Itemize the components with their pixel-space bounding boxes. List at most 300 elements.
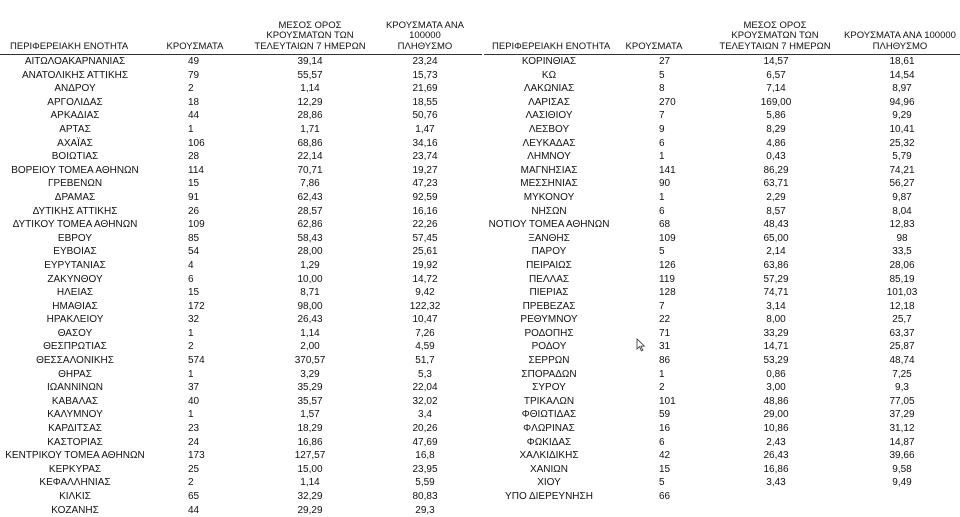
cell-region: ΝΟΤΙΟΥ ΤΟΜΕΑ ΑΘΗΝΩΝ bbox=[488, 219, 610, 231]
cell-per100k: 94,96 bbox=[889, 96, 915, 108]
table-row bbox=[0, 395, 482, 409]
cell-avg7: 70,71 bbox=[297, 164, 323, 176]
cell-region: ΑΝΑΤΟΛΙΚΗΣ ΑΤΤΙΚΗΣ bbox=[21, 69, 129, 81]
table-row bbox=[484, 354, 960, 368]
cell-cases: 109 bbox=[188, 219, 205, 231]
cell-avg7: 8,00 bbox=[766, 314, 786, 326]
cell-per100k: 9,42 bbox=[415, 287, 435, 299]
cell-cases: 22 bbox=[659, 314, 671, 326]
table-row bbox=[484, 218, 960, 232]
cell-region: ΘΗΡΑΣ bbox=[58, 368, 92, 380]
table-row bbox=[484, 449, 960, 463]
table-row bbox=[484, 463, 960, 477]
cell-avg7: 0,43 bbox=[766, 151, 786, 163]
table-row bbox=[0, 164, 482, 178]
cell-avg7: 22,14 bbox=[297, 151, 323, 163]
cell-cases: 26 bbox=[188, 205, 200, 217]
table-row bbox=[0, 177, 482, 191]
header-region: ΠΕΡΙΦΕΡΕΙΑΚΗ ΕΝΟΤΗΤΑ bbox=[492, 40, 611, 52]
header-avg7: ΜΕΣΟΣ ΟΡΟΣ ΚΡΟΥΣΜΑΤΩΝ ΤΩΝ ΤΕΛΕΥΤΑΙΩΝ 7 ΗΜΕΡΩΝ bbox=[719, 19, 831, 52]
cell-cases: 126 bbox=[659, 259, 676, 271]
cell-per100k: 7,26 bbox=[415, 327, 435, 339]
cell-avg7: 169,00 bbox=[760, 96, 792, 108]
cell-cases: 2 bbox=[188, 477, 194, 489]
cell-cases: 85 bbox=[188, 232, 200, 244]
cell-per100k: 18,55 bbox=[412, 96, 438, 108]
table-row bbox=[0, 273, 482, 287]
table-row bbox=[484, 300, 960, 314]
cell-cases: 101 bbox=[659, 395, 676, 407]
cell-region: ΘΕΣΠΡΩΤΙΑΣ bbox=[43, 341, 107, 353]
cell-region: ΛΑΡΙΣΑΣ bbox=[528, 96, 570, 108]
cell-avg7: 28,57 bbox=[297, 205, 323, 217]
table-row bbox=[484, 150, 960, 164]
cell-cases: 9 bbox=[659, 123, 665, 135]
cell-cases: 7 bbox=[659, 300, 665, 312]
table-row bbox=[0, 245, 482, 259]
cell-region: ΘΕΣΣΑΛΟΝΙΚΗΣ bbox=[36, 355, 114, 367]
cell-region: ΑΙΤΩΛΟΑΚΑΡΝΑΝΙΑΣ bbox=[24, 56, 126, 67]
cell-region: ΑΡΤΑΣ bbox=[59, 123, 91, 135]
cell-avg7: 63,71 bbox=[763, 178, 789, 190]
cell-avg7: 39,14 bbox=[297, 56, 323, 67]
cell-region: ΓΡΕΒΕΝΩΝ bbox=[47, 178, 103, 190]
table-row bbox=[484, 164, 960, 178]
cell-cases: 270 bbox=[659, 96, 676, 108]
cell-per100k: 16,8 bbox=[415, 450, 435, 462]
cell-region: ΠΡΕΒΕΖΑΣ bbox=[522, 300, 576, 312]
cell-per100k: 34,16 bbox=[412, 137, 438, 149]
cell-cases: 66 bbox=[659, 491, 671, 502]
cell-avg7: 29,00 bbox=[763, 409, 789, 421]
cell-region: ΦΩΚΙΔΑΣ bbox=[526, 436, 572, 448]
cell-region: ΡΟΔΟΥ bbox=[531, 341, 567, 353]
cell-per100k: 21,69 bbox=[412, 83, 438, 95]
cell-region: ΥΠΟ ΔΙΕΡΕΥΝΗΣΗ bbox=[505, 491, 593, 502]
cell-per100k: 19,92 bbox=[412, 259, 438, 271]
cell-region: ΑΡΓΟΛΙΔΑΣ bbox=[47, 96, 103, 108]
cell-avg7: 127,57 bbox=[294, 450, 326, 462]
cell-per100k: 39,66 bbox=[889, 450, 915, 462]
left-cases-table bbox=[0, 8, 482, 517]
cell-avg7: 48,86 bbox=[763, 395, 789, 407]
table-row bbox=[484, 313, 960, 327]
cell-region: ΛΗΜΝΟΥ bbox=[527, 151, 571, 163]
cell-avg7: 16,86 bbox=[763, 463, 789, 475]
cell-per100k: 7,25 bbox=[892, 368, 912, 380]
cell-region: ΠΕΙΡΑΙΩΣ bbox=[526, 259, 572, 271]
cell-avg7: 10,00 bbox=[297, 273, 323, 285]
cell-avg7: 8,57 bbox=[766, 205, 786, 217]
cell-avg7: 26,43 bbox=[763, 450, 789, 462]
cell-avg7: 74,71 bbox=[763, 287, 789, 299]
table-header bbox=[484, 8, 960, 55]
cell-per100k: 10,41 bbox=[889, 123, 915, 135]
cell-cases: 109 bbox=[659, 232, 676, 244]
header-region: ΠΕΡΙΦΕΡΕΙΑΚΗ ΕΝΟΤΗΤΑ bbox=[10, 40, 129, 52]
cell-per100k: 23,24 bbox=[412, 56, 438, 67]
cell-cases: 106 bbox=[188, 137, 205, 149]
table-row bbox=[484, 490, 960, 504]
cell-cases: 5 bbox=[659, 69, 665, 81]
header-cases: ΚΡΟΥΣΜΑΤΑ bbox=[625, 40, 683, 52]
cell-avg7: 26,43 bbox=[297, 314, 323, 326]
cell-region: ΚΩ bbox=[541, 69, 557, 81]
cell-region: ΠΙΕΡΙΑΣ bbox=[529, 287, 569, 299]
table-row bbox=[0, 354, 482, 368]
cell-avg7: 8,29 bbox=[766, 123, 786, 135]
cell-per100k: 33,5 bbox=[892, 246, 912, 258]
cell-per100k: 22,04 bbox=[412, 382, 438, 394]
cell-region: ΧΑΝΙΩΝ bbox=[529, 463, 569, 475]
cell-cases: 25 bbox=[188, 463, 200, 475]
cell-per100k: 57,45 bbox=[412, 232, 438, 244]
cell-avg7: 1,71 bbox=[300, 123, 320, 135]
cell-per100k: 19,27 bbox=[412, 164, 438, 176]
cell-cases: 18 bbox=[188, 96, 200, 108]
cell-cases: 574 bbox=[188, 355, 205, 367]
table-row bbox=[0, 259, 482, 273]
cell-region: ΚΕΡΚΥΡΑΣ bbox=[48, 463, 102, 475]
cell-cases: 68 bbox=[659, 219, 671, 231]
table-row bbox=[0, 69, 482, 83]
cell-region: ΚΟΖΑΝΗΣ bbox=[51, 504, 99, 516]
cell-region: ΦΛΩΡΙΝΑΣ bbox=[523, 423, 575, 435]
table-row bbox=[0, 109, 482, 123]
cell-avg7: 3,29 bbox=[300, 368, 320, 380]
cell-cases: 114 bbox=[188, 164, 204, 176]
cell-avg7: 2,43 bbox=[766, 436, 786, 448]
cell-per100k: 63,37 bbox=[889, 327, 915, 339]
cell-cases: 86 bbox=[659, 355, 671, 367]
cell-region: ΦΘΙΩΤΙΔΑΣ bbox=[521, 409, 577, 421]
cell-region: ΞΑΝΘΗΣ bbox=[528, 232, 570, 244]
cell-avg7: 65,00 bbox=[763, 232, 789, 244]
cell-cases: 16 bbox=[659, 423, 671, 435]
cell-avg7: 15,00 bbox=[297, 463, 323, 475]
cell-region: ΗΛΕΙΑΣ bbox=[56, 287, 94, 299]
cell-avg7: 7,14 bbox=[766, 83, 786, 95]
cell-avg7: 0,86 bbox=[766, 368, 786, 380]
cell-cases: 15 bbox=[659, 463, 671, 475]
cell-avg7: 1,14 bbox=[300, 83, 320, 95]
cell-cases: 1 bbox=[188, 368, 194, 380]
cell-cases: 6 bbox=[659, 137, 665, 149]
cell-region: ΡΕΘΥΜΝΟΥ bbox=[520, 314, 578, 326]
table-row bbox=[484, 422, 960, 436]
table-row bbox=[0, 96, 482, 110]
cell-per100k: 12,83 bbox=[889, 219, 915, 231]
table-row bbox=[0, 327, 482, 341]
table-row bbox=[484, 245, 960, 259]
table-body bbox=[0, 55, 482, 517]
table-row bbox=[0, 422, 482, 436]
table-row bbox=[484, 96, 960, 110]
cell-avg7: 63,86 bbox=[763, 259, 789, 271]
cell-cases: 54 bbox=[188, 246, 200, 258]
cell-cases: 32 bbox=[188, 314, 200, 326]
table-row bbox=[0, 476, 482, 490]
table-row bbox=[484, 408, 960, 422]
cell-avg7: 29,29 bbox=[297, 504, 323, 516]
cell-per100k: 5,3 bbox=[418, 368, 432, 380]
table-row bbox=[0, 55, 482, 69]
cell-per100k: 77,05 bbox=[889, 395, 915, 407]
table-row bbox=[484, 123, 960, 137]
cell-cases: 2 bbox=[659, 382, 665, 394]
table-row bbox=[484, 368, 960, 382]
table-row bbox=[0, 150, 482, 164]
cell-cases: 1 bbox=[188, 327, 194, 339]
cell-avg7: 28,86 bbox=[297, 110, 323, 122]
cell-cases: 31 bbox=[659, 341, 671, 353]
cell-cases: 6 bbox=[188, 273, 194, 285]
cell-per100k: 15,73 bbox=[412, 69, 438, 81]
cell-cases: 2 bbox=[188, 83, 194, 95]
cell-cases: 4 bbox=[188, 259, 194, 271]
cell-per100k: 37,29 bbox=[889, 409, 915, 421]
cell-cases: 65 bbox=[188, 491, 200, 502]
cell-cases: 91 bbox=[188, 191, 200, 203]
cell-per100k: 85,19 bbox=[889, 273, 915, 285]
table-row bbox=[484, 82, 960, 96]
cell-region: ΒΟΡΕΙΟΥ ΤΟΜΕΑ ΑΘΗΝΩΝ bbox=[11, 164, 139, 176]
cell-region: ΧΑΛΚΙΔΙΚΗΣ bbox=[519, 450, 579, 462]
header-per100k: ΚΡΟΥΣΜΑΤΑ ΑΝΑ 100000 ΠΛΗΘΥΣΜΟ bbox=[385, 19, 465, 52]
cell-per100k: 47,69 bbox=[412, 436, 438, 448]
header-cases: ΚΡΟΥΣΜΑΤΑ bbox=[166, 40, 224, 52]
cell-per100k: 9,49 bbox=[892, 477, 912, 489]
cell-cases: 15 bbox=[188, 178, 200, 190]
right-cases-table bbox=[484, 8, 960, 504]
cell-per100k: 23,74 bbox=[412, 151, 438, 163]
table-row bbox=[0, 504, 482, 517]
cell-cases: 90 bbox=[659, 178, 671, 190]
cell-avg7: 58,43 bbox=[297, 232, 323, 244]
cell-cases: 8 bbox=[659, 83, 665, 95]
cell-cases: 24 bbox=[188, 436, 200, 448]
header-per100k: ΚΡΟΥΣΜΑΤΑ ΑΝΑ 100000 ΠΛΗΘΥΣΜΟ bbox=[844, 30, 956, 52]
cell-region: ΤΡΙΚΑΛΩΝ bbox=[523, 395, 575, 407]
cell-region: ΝΗΣΩΝ bbox=[531, 205, 567, 217]
cell-cases: 40 bbox=[188, 395, 200, 407]
cell-region: ΚΑΡΔΙΤΣΑΣ bbox=[48, 423, 102, 435]
cell-cases: 71 bbox=[659, 327, 671, 339]
table-row bbox=[0, 232, 482, 246]
cell-per100k: 80,83 bbox=[412, 491, 438, 502]
table-row bbox=[0, 205, 482, 219]
cell-per100k: 16,16 bbox=[412, 205, 438, 217]
cell-avg7: 62,86 bbox=[297, 219, 323, 231]
cell-avg7: 35,29 bbox=[297, 382, 323, 394]
cell-per100k: 14,72 bbox=[412, 273, 438, 285]
cell-region: ΜΕΣΣΗΝΙΑΣ bbox=[520, 178, 578, 190]
cell-avg7: 32,29 bbox=[297, 491, 323, 502]
cell-cases: 23 bbox=[188, 423, 200, 435]
cell-per100k: 32,02 bbox=[412, 395, 438, 407]
cell-avg7: 35,57 bbox=[297, 395, 323, 407]
cell-per100k: 14,54 bbox=[889, 69, 915, 81]
cell-per100k: 4,59 bbox=[415, 341, 435, 353]
cell-avg7: 68,86 bbox=[297, 137, 323, 149]
table-row bbox=[0, 490, 482, 504]
cell-per100k: 9,58 bbox=[892, 463, 912, 475]
cell-per100k: 47,23 bbox=[412, 178, 438, 190]
table-row bbox=[0, 218, 482, 232]
table-row bbox=[0, 408, 482, 422]
cell-avg7: 18,29 bbox=[297, 423, 323, 435]
table-row bbox=[0, 82, 482, 96]
cell-cases: 28 bbox=[188, 151, 200, 163]
cell-avg7: 2,00 bbox=[300, 341, 320, 353]
cell-region: ΗΜΑΘΙΑΣ bbox=[52, 300, 98, 312]
header-avg7: ΜΕΣΟΣ ΟΡΟΣ ΚΡΟΥΣΜΑΤΩΝ ΤΩΝ ΤΕΛΕΥΤΑΙΩΝ 7 ΗΜΕΡΩΝ bbox=[254, 19, 366, 52]
cell-per100k: 25,7 bbox=[892, 314, 912, 326]
cell-avg7: 48,43 bbox=[763, 219, 789, 231]
cell-avg7: 14,71 bbox=[763, 341, 789, 353]
table-body bbox=[484, 55, 960, 504]
cell-cases: 6 bbox=[659, 436, 665, 448]
cell-region: ΕΒΡΟΥ bbox=[57, 232, 93, 244]
cell-region: ΘΑΣΟΥ bbox=[57, 327, 93, 339]
table-row bbox=[0, 449, 482, 463]
table-row bbox=[484, 273, 960, 287]
cell-cases: 6 bbox=[659, 205, 665, 217]
cell-cases: 1 bbox=[188, 409, 194, 421]
cell-avg7: 1,57 bbox=[300, 409, 320, 421]
cell-cases: 44 bbox=[188, 504, 200, 516]
cell-per100k: 8,97 bbox=[892, 83, 912, 95]
cell-per100k: 18,61 bbox=[889, 56, 915, 67]
cell-avg7: 3,14 bbox=[766, 300, 786, 312]
cell-cases: 1 bbox=[659, 151, 665, 163]
cell-cases: 172 bbox=[188, 300, 205, 312]
cell-avg7: 57,29 bbox=[763, 273, 789, 285]
cell-region: ΣΠΟΡΑΔΩΝ bbox=[521, 368, 577, 380]
cell-cases: 2 bbox=[188, 341, 194, 353]
cell-avg7: 12,29 bbox=[297, 96, 323, 108]
table-row bbox=[484, 381, 960, 395]
cell-region: ΡΟΔΟΠΗΣ bbox=[524, 327, 574, 339]
cell-region: ΚΕΦΑΛΛΗΝΙΑΣ bbox=[39, 477, 111, 489]
cell-avg7: 8,71 bbox=[300, 287, 320, 299]
table-row bbox=[0, 340, 482, 354]
mouse-cursor-icon bbox=[636, 338, 646, 352]
cell-avg7: 370,57 bbox=[294, 355, 326, 367]
cell-cases: 1 bbox=[659, 191, 665, 203]
table-row bbox=[0, 137, 482, 151]
table-row bbox=[0, 123, 482, 137]
cell-per100k: 9,3 bbox=[895, 382, 909, 394]
table-row bbox=[0, 368, 482, 382]
cell-avg7: 1,14 bbox=[300, 327, 320, 339]
cell-per100k: 3,4 bbox=[418, 409, 432, 421]
cell-region: ΚΑΛΥΜΝΟΥ bbox=[47, 409, 103, 421]
table-row bbox=[484, 436, 960, 450]
cell-cases: 7 bbox=[659, 110, 665, 122]
cell-cases: 59 bbox=[659, 409, 671, 421]
cell-region: ΛΑΚΩΝΙΑΣ bbox=[523, 83, 575, 95]
cell-per100k: 22,26 bbox=[412, 219, 438, 231]
cell-avg7: 3,43 bbox=[766, 477, 786, 489]
cell-per100k: 12,18 bbox=[889, 300, 915, 312]
cell-region: ΔΡΑΜΑΣ bbox=[54, 191, 96, 203]
cell-region: ΕΥΒΟΙΑΣ bbox=[53, 246, 97, 258]
table-row bbox=[484, 177, 960, 191]
table-row bbox=[0, 463, 482, 477]
table-row bbox=[484, 137, 960, 151]
cell-per100k: 9,87 bbox=[892, 191, 912, 203]
cell-avg7: 2,14 bbox=[766, 246, 786, 258]
cell-avg7: 53,29 bbox=[763, 355, 789, 367]
cell-cases: 128 bbox=[659, 287, 676, 299]
table-row bbox=[0, 286, 482, 300]
cell-per100k: 10,47 bbox=[412, 314, 438, 326]
table-row bbox=[484, 286, 960, 300]
cell-region: ΠΑΡΟΥ bbox=[531, 246, 567, 258]
cell-cases: 42 bbox=[659, 450, 671, 462]
cell-cases: 49 bbox=[188, 56, 200, 67]
cell-region: ΜΑΓΝΗΣΙΑΣ bbox=[520, 164, 578, 176]
table-row bbox=[484, 327, 960, 341]
cell-region: ΛΕΥΚΑΔΑΣ bbox=[522, 137, 576, 149]
table-row bbox=[0, 313, 482, 327]
cell-region: ΧΙΟΥ bbox=[537, 477, 561, 489]
cell-avg7: 86,29 bbox=[763, 164, 789, 176]
cell-per100k: 31,12 bbox=[889, 423, 915, 435]
cell-per100k: 56,27 bbox=[889, 178, 915, 190]
cell-region: ΜΥΚΟΝΟΥ bbox=[523, 191, 575, 203]
cell-region: ΣΥΡΟΥ bbox=[532, 382, 566, 394]
cell-region: ΛΑΣΙΘΙΟΥ bbox=[525, 110, 573, 122]
cell-avg7: 14,57 bbox=[763, 56, 789, 67]
cell-cases: 5 bbox=[659, 477, 665, 489]
cell-per100k: 50,76 bbox=[412, 110, 438, 122]
cell-cases: 44 bbox=[188, 110, 200, 122]
cell-avg7: 62,43 bbox=[297, 191, 323, 203]
table-row bbox=[0, 436, 482, 450]
table-row bbox=[484, 69, 960, 83]
cell-avg7: 5,86 bbox=[766, 110, 786, 122]
cell-per100k: 8,04 bbox=[892, 205, 912, 217]
cell-per100k: 98 bbox=[896, 232, 908, 244]
cell-region: ΚΑΣΤΟΡΙΑΣ bbox=[47, 436, 103, 448]
cell-region: ΠΕΛΛΑΣ bbox=[528, 273, 570, 285]
cell-cases: 1 bbox=[659, 368, 665, 380]
cell-avg7: 2,29 bbox=[766, 191, 786, 203]
table-row bbox=[484, 191, 960, 205]
table-row bbox=[484, 340, 960, 354]
cell-per100k: 9,29 bbox=[892, 110, 912, 122]
cell-region: ΖΑΚΥΝΘΟΥ bbox=[47, 273, 103, 285]
cell-avg7: 16,86 bbox=[297, 436, 323, 448]
cell-per100k: 28,06 bbox=[889, 259, 915, 271]
table-row bbox=[0, 191, 482, 205]
cell-per100k: 20,26 bbox=[412, 423, 438, 435]
cell-region: ΚΙΛΚΙΣ bbox=[59, 491, 91, 502]
cell-avg7: 6,57 bbox=[766, 69, 786, 81]
cell-region: ΕΥΡΥΤΑΝΙΑΣ bbox=[44, 259, 106, 271]
cell-cases: 119 bbox=[659, 273, 675, 285]
cell-per100k: 23,95 bbox=[412, 463, 438, 475]
cell-avg7: 10,86 bbox=[763, 423, 789, 435]
cell-region: ΚΑΒΑΛΑΣ bbox=[51, 395, 99, 407]
table-row bbox=[484, 395, 960, 409]
cell-per100k: 25,61 bbox=[412, 246, 438, 258]
table-row bbox=[484, 259, 960, 273]
cell-per100k: 74,21 bbox=[889, 164, 915, 176]
cell-avg7: 28,00 bbox=[297, 246, 323, 258]
